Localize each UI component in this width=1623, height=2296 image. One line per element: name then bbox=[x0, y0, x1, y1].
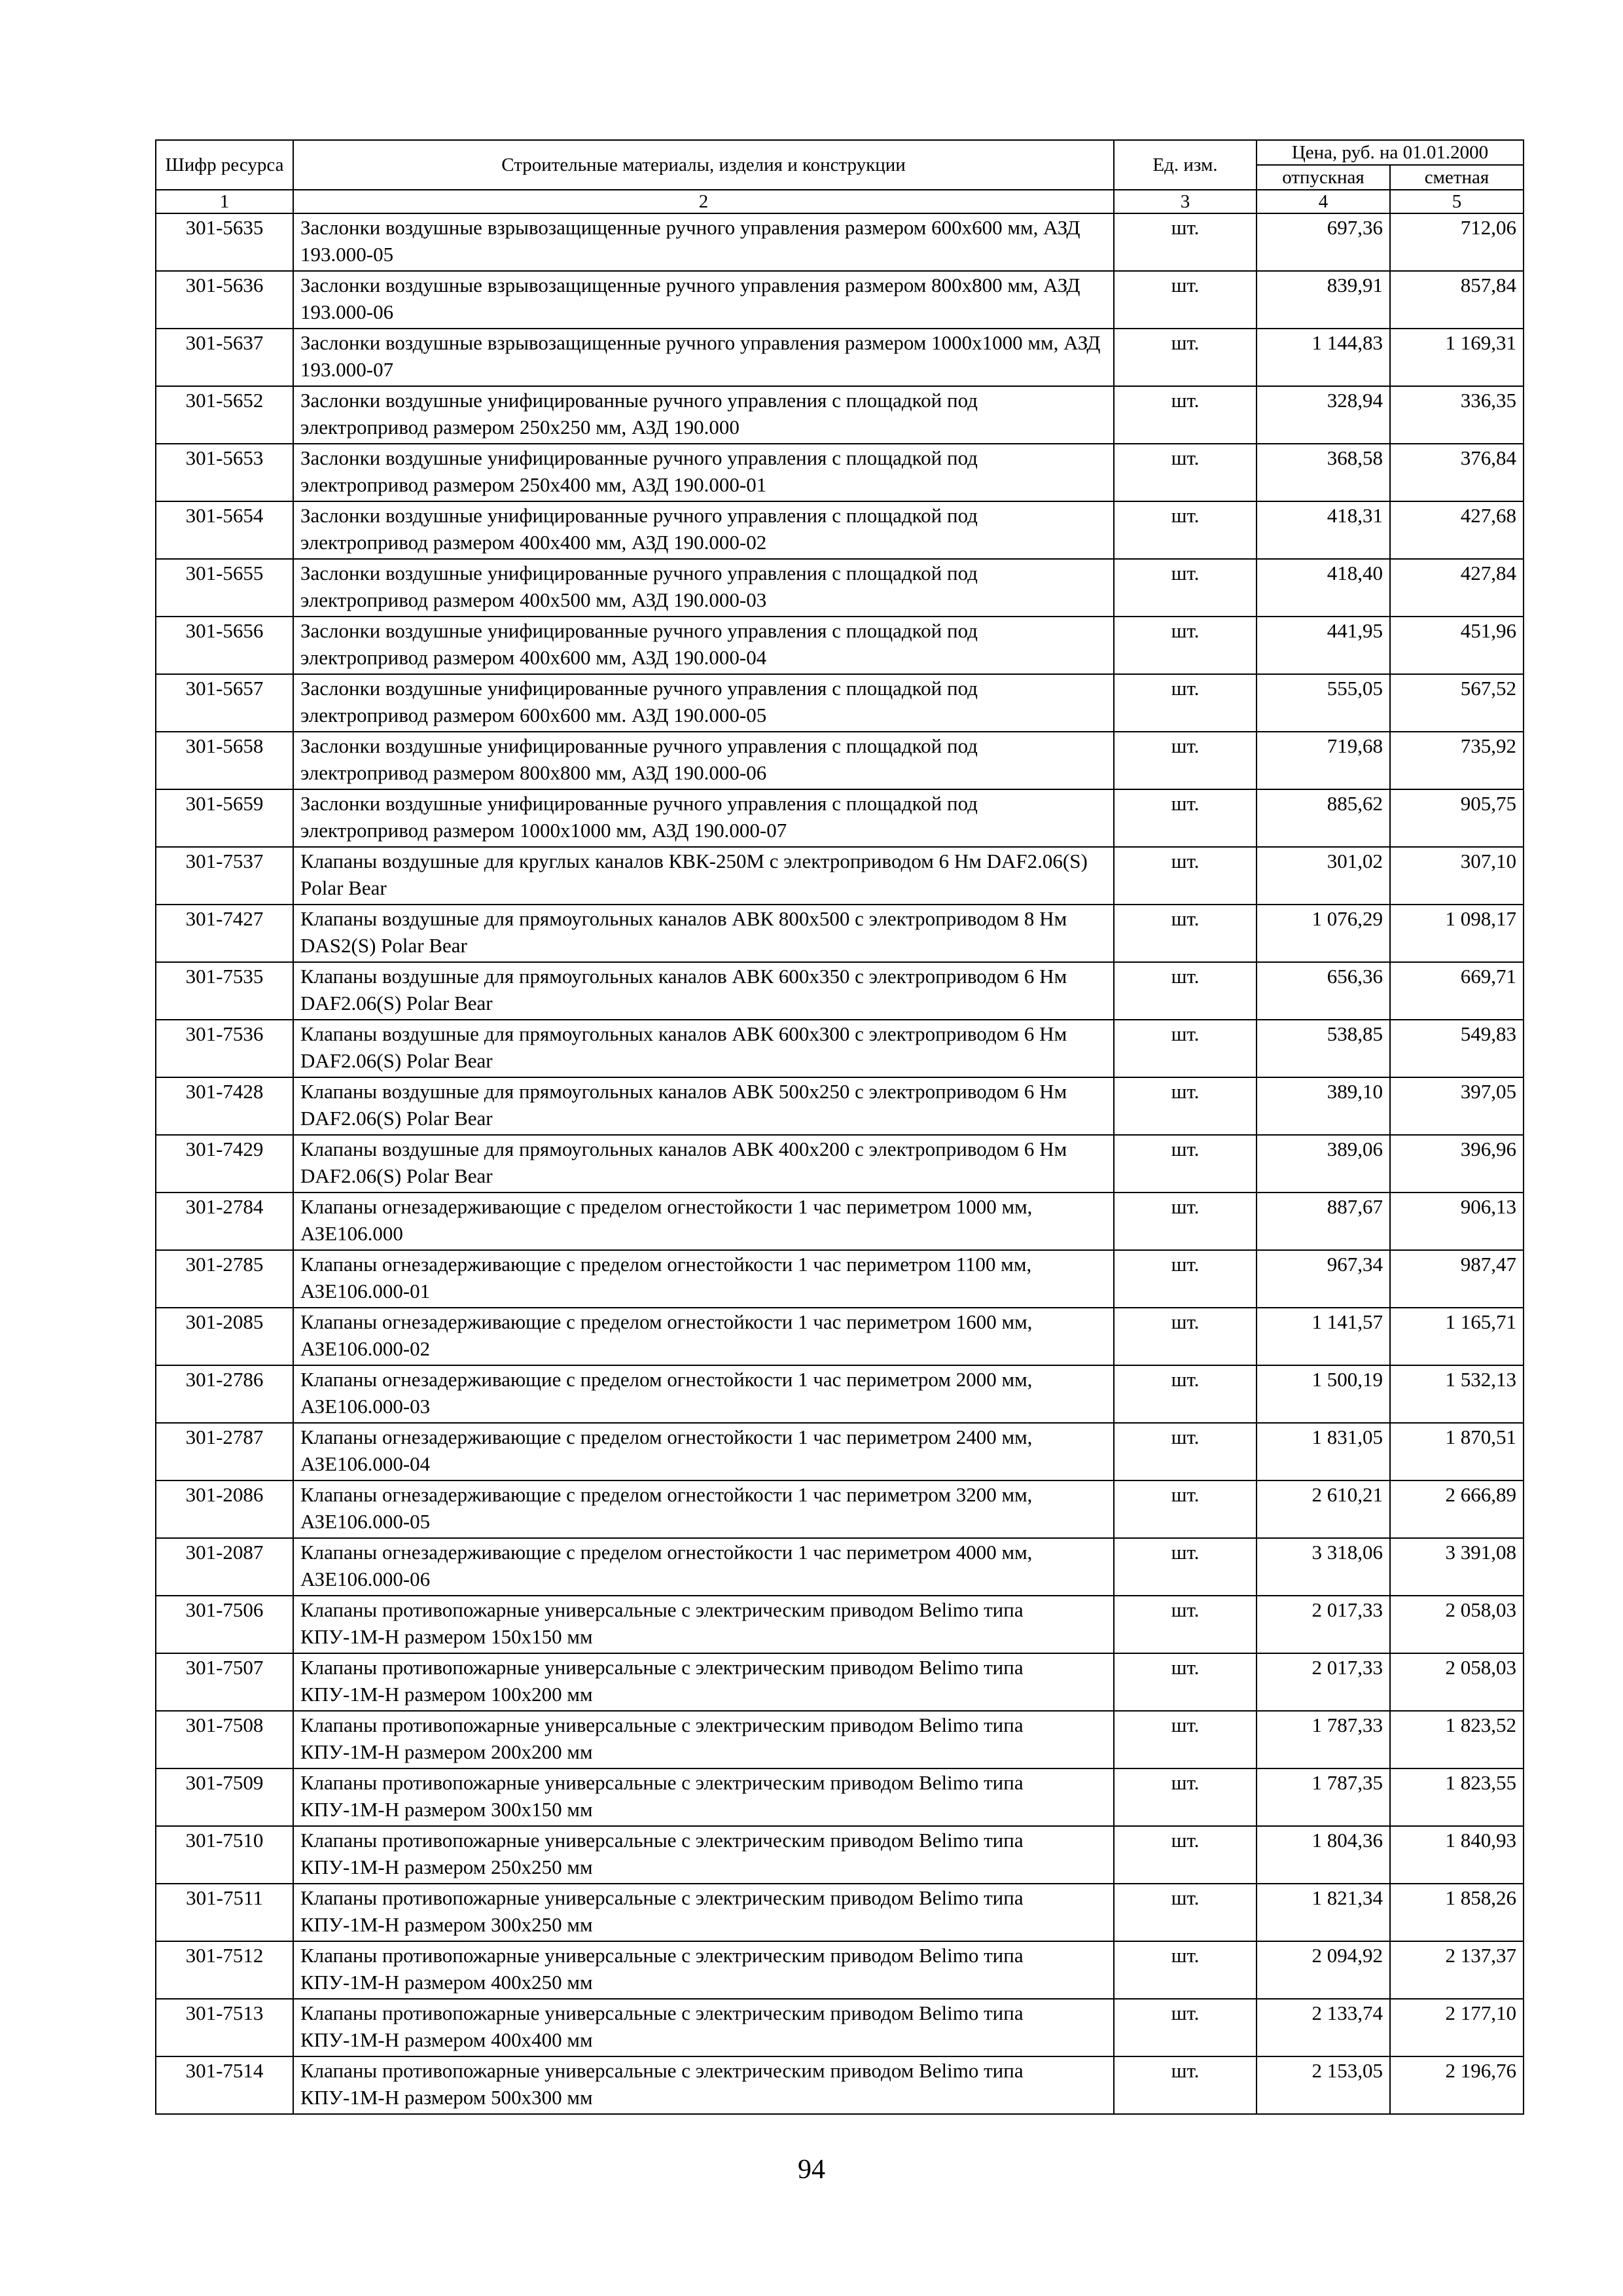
unit-cell: шт. bbox=[1114, 1653, 1257, 1711]
unit-cell: шт. bbox=[1114, 1135, 1257, 1193]
table-row bbox=[156, 1768, 1524, 1826]
estimate-price: 906,13 bbox=[1390, 1193, 1524, 1250]
material-name: Заслонки воздушные унифицированные ручного управления с площадкой под электропривод размером 400х500 мм, АЗД 190.000-03 bbox=[293, 559, 1114, 617]
unit-cell: шт. bbox=[1114, 674, 1257, 732]
release-price: 418,40 bbox=[1257, 559, 1390, 617]
estimate-price: 2 058,03 bbox=[1390, 1653, 1524, 1711]
release-price: 2 094,92 bbox=[1257, 1941, 1390, 1999]
resource-code: 301-7507 bbox=[156, 1653, 293, 1711]
material-name: Клапаны противопожарные универсальные с электрическим приводом Belimo типа КПУ-1М-Н размером 100х200 мм bbox=[293, 1653, 1114, 1711]
unit-cell: шт. bbox=[1114, 559, 1257, 617]
table-row bbox=[156, 1941, 1524, 1999]
table-row bbox=[156, 2056, 1524, 2114]
table-row bbox=[156, 1538, 1524, 1596]
resource-code: 301-2786 bbox=[156, 1365, 293, 1423]
unit-cell: шт. bbox=[1114, 213, 1257, 271]
price-table bbox=[155, 139, 1524, 2115]
unit-cell: шт. bbox=[1114, 271, 1257, 329]
estimate-price: 427,84 bbox=[1390, 559, 1524, 617]
estimate-price: 2 666,89 bbox=[1390, 1480, 1524, 1538]
table-row bbox=[156, 847, 1524, 905]
material-name: Клапаны противопожарные универсальные с электрическим приводом Belimo типа КПУ-1М-Н размером 150х150 мм bbox=[293, 1596, 1114, 1653]
material-name: Клапаны противопожарные универсальные с электрическим приводом Belimo типа КПУ-1М-Н размером 400х400 мм bbox=[293, 1999, 1114, 2056]
material-name: Клапаны огнезадерживающие с пределом огнестойкости 1 час периметром 4000 мм, АЗЕ106.000-06 bbox=[293, 1538, 1114, 1596]
table-row bbox=[156, 1020, 1524, 1077]
header-name: Строительные материалы, изделия и конструкции bbox=[293, 140, 1114, 190]
unit-cell: шт. bbox=[1114, 1308, 1257, 1365]
estimate-price: 735,92 bbox=[1390, 732, 1524, 789]
resource-code: 301-7537 bbox=[156, 847, 293, 905]
resource-code: 301-7512 bbox=[156, 1941, 293, 1999]
unit-cell: шт. bbox=[1114, 1711, 1257, 1768]
material-name: Клапаны воздушные для круглых каналов КВК-250М с электроприводом 6 Нм DAF2.06(S) Polar Bear bbox=[293, 847, 1114, 905]
estimate-price: 1 840,93 bbox=[1390, 1826, 1524, 1884]
release-price: 368,58 bbox=[1257, 444, 1390, 501]
unit-cell: шт. bbox=[1114, 1596, 1257, 1653]
resource-code: 301-7510 bbox=[156, 1826, 293, 1884]
release-price: 1 831,05 bbox=[1257, 1423, 1390, 1480]
estimate-price: 669,71 bbox=[1390, 962, 1524, 1020]
price-table-container bbox=[155, 139, 1523, 2115]
resource-code: 301-7429 bbox=[156, 1135, 293, 1193]
resource-code: 301-2784 bbox=[156, 1193, 293, 1250]
release-price: 441,95 bbox=[1257, 617, 1390, 674]
release-price: 1 076,29 bbox=[1257, 905, 1390, 962]
material-name: Заслонки воздушные унифицированные ручного управления с площадкой под электропривод размером 250х400 мм, АЗД 190.000-01 bbox=[293, 444, 1114, 501]
unit-cell: шт. bbox=[1114, 1480, 1257, 1538]
estimate-price: 307,10 bbox=[1390, 847, 1524, 905]
table-row bbox=[156, 1308, 1524, 1365]
release-price: 967,34 bbox=[1257, 1250, 1390, 1308]
unit-cell: шт. bbox=[1114, 1941, 1257, 1999]
table-row bbox=[156, 444, 1524, 501]
material-name: Клапаны огнезадерживающие с пределом огнестойкости 1 час периметром 1100 мм, АЗЕ106.000-01 bbox=[293, 1250, 1114, 1308]
material-name: Клапаны огнезадерживающие с пределом огнестойкости 1 час периметром 3200 мм, АЗЕ106.000-05 bbox=[293, 1480, 1114, 1538]
table-row bbox=[156, 1135, 1524, 1193]
estimate-price: 1 823,55 bbox=[1390, 1768, 1524, 1826]
column-number: 5 bbox=[1390, 190, 1524, 213]
estimate-price: 1 532,13 bbox=[1390, 1365, 1524, 1423]
estimate-price: 2 196,76 bbox=[1390, 2056, 1524, 2114]
header-unit: Ед. изм. bbox=[1114, 140, 1257, 190]
unit-cell: шт. bbox=[1114, 501, 1257, 559]
estimate-price: 1 858,26 bbox=[1390, 1884, 1524, 1941]
resource-code: 301-5658 bbox=[156, 732, 293, 789]
resource-code: 301-7535 bbox=[156, 962, 293, 1020]
estimate-price: 3 391,08 bbox=[1390, 1538, 1524, 1596]
release-price: 328,94 bbox=[1257, 386, 1390, 444]
release-price: 1 144,83 bbox=[1257, 329, 1390, 386]
resource-code: 301-5653 bbox=[156, 444, 293, 501]
unit-cell: шт. bbox=[1114, 1250, 1257, 1308]
resource-code: 301-7513 bbox=[156, 1999, 293, 2056]
estimate-price: 397,05 bbox=[1390, 1077, 1524, 1135]
unit-cell: шт. bbox=[1114, 1884, 1257, 1941]
table-row bbox=[156, 674, 1524, 732]
release-price: 1 787,33 bbox=[1257, 1711, 1390, 1768]
resource-code: 301-2087 bbox=[156, 1538, 293, 1596]
material-name: Клапаны огнезадерживающие с пределом огнестойкости 1 час периметром 2000 мм, АЗЕ106.000-03 bbox=[293, 1365, 1114, 1423]
material-name: Клапаны противопожарные универсальные с электрическим приводом Belimo типа КПУ-1М-Н размером 400х250 мм bbox=[293, 1941, 1114, 1999]
table-row bbox=[156, 1999, 1524, 2056]
resource-code: 301-5636 bbox=[156, 271, 293, 329]
release-price: 2 153,05 bbox=[1257, 2056, 1390, 2114]
resource-code: 301-5655 bbox=[156, 559, 293, 617]
resource-code: 301-7506 bbox=[156, 1596, 293, 1653]
column-number: 4 bbox=[1257, 190, 1390, 213]
release-price: 1 821,34 bbox=[1257, 1884, 1390, 1941]
estimate-price: 905,75 bbox=[1390, 789, 1524, 847]
release-price: 2 017,33 bbox=[1257, 1653, 1390, 1711]
unit-cell: шт. bbox=[1114, 2056, 1257, 2114]
header-code: Шифр ресурса bbox=[156, 140, 293, 190]
unit-cell: шт. bbox=[1114, 732, 1257, 789]
estimate-price: 2 058,03 bbox=[1390, 1596, 1524, 1653]
table-row bbox=[156, 501, 1524, 559]
release-price: 839,91 bbox=[1257, 271, 1390, 329]
unit-cell: шт. bbox=[1114, 847, 1257, 905]
material-name: Клапаны огнезадерживающие с пределом огнестойкости 1 час периметром 1600 мм, АЗЕ106.000-02 bbox=[293, 1308, 1114, 1365]
release-price: 418,31 bbox=[1257, 501, 1390, 559]
resource-code: 301-5637 bbox=[156, 329, 293, 386]
estimate-price: 427,68 bbox=[1390, 501, 1524, 559]
resource-code: 301-2085 bbox=[156, 1308, 293, 1365]
release-price: 1 787,35 bbox=[1257, 1768, 1390, 1826]
page-number: 94 bbox=[798, 2155, 825, 2185]
unit-cell: шт. bbox=[1114, 905, 1257, 962]
material-name: Клапаны огнезадерживающие с пределом огнестойкости 1 час периметром 1000 мм, АЗЕ106.000 bbox=[293, 1193, 1114, 1250]
unit-cell: шт. bbox=[1114, 1999, 1257, 2056]
material-name: Клапаны воздушные для прямоугольных каналов АВК 600х300 с электроприводом 6 Нм DAF2.06(S) Polar Bear bbox=[293, 1020, 1114, 1077]
unit-cell: шт. bbox=[1114, 386, 1257, 444]
table-row bbox=[156, 1826, 1524, 1884]
unit-cell: шт. bbox=[1114, 962, 1257, 1020]
material-name: Заслонки воздушные унифицированные ручного управления с площадкой под электропривод размером 400х600 мм, АЗД 190.000-04 bbox=[293, 617, 1114, 674]
estimate-price: 1 165,71 bbox=[1390, 1308, 1524, 1365]
release-price: 1 500,19 bbox=[1257, 1365, 1390, 1423]
release-price: 389,10 bbox=[1257, 1077, 1390, 1135]
column-number: 1 bbox=[156, 190, 293, 213]
resource-code: 301-7514 bbox=[156, 2056, 293, 2114]
table-row bbox=[156, 1193, 1524, 1250]
release-price: 538,85 bbox=[1257, 1020, 1390, 1077]
resource-code: 301-2787 bbox=[156, 1423, 293, 1480]
resource-code: 301-2785 bbox=[156, 1250, 293, 1308]
release-price: 3 318,06 bbox=[1257, 1538, 1390, 1596]
release-price: 656,36 bbox=[1257, 962, 1390, 1020]
table-header bbox=[156, 140, 1524, 213]
resource-code: 301-7508 bbox=[156, 1711, 293, 1768]
material-name: Клапаны противопожарные универсальные с электрическим приводом Belimo типа КПУ-1М-Н размером 200х200 мм bbox=[293, 1711, 1114, 1768]
material-name: Заслонки воздушные взрывозащищенные ручного управления размером 800х800 мм, АЗД 193.000-06 bbox=[293, 271, 1114, 329]
unit-cell: шт. bbox=[1114, 1826, 1257, 1884]
release-price: 1 141,57 bbox=[1257, 1308, 1390, 1365]
header-price: Цена, руб. на 01.01.2000 bbox=[1257, 140, 1524, 165]
estimate-price: 451,96 bbox=[1390, 617, 1524, 674]
estimate-price: 712,06 bbox=[1390, 213, 1524, 271]
table-row bbox=[156, 1365, 1524, 1423]
estimate-price: 567,52 bbox=[1390, 674, 1524, 732]
table-row bbox=[156, 617, 1524, 674]
release-price: 301,02 bbox=[1257, 847, 1390, 905]
estimate-price: 376,84 bbox=[1390, 444, 1524, 501]
resource-code: 301-5656 bbox=[156, 617, 293, 674]
estimate-price: 396,96 bbox=[1390, 1135, 1524, 1193]
material-name: Клапаны воздушные для прямоугольных каналов АВК 400х200 с электроприводом 6 Нм DAF2.06(S) Polar Bear bbox=[293, 1135, 1114, 1193]
table-row bbox=[156, 213, 1524, 271]
header-price-estimate: сметная bbox=[1390, 165, 1524, 190]
unit-cell: шт. bbox=[1114, 444, 1257, 501]
table-row bbox=[156, 1596, 1524, 1653]
resource-code: 301-7428 bbox=[156, 1077, 293, 1135]
material-name: Заслонки воздушные унифицированные ручного управления с площадкой под электропривод размером 250х250 мм, АЗД 190.000 bbox=[293, 386, 1114, 444]
table-row bbox=[156, 962, 1524, 1020]
unit-cell: шт. bbox=[1114, 1077, 1257, 1135]
estimate-price: 336,35 bbox=[1390, 386, 1524, 444]
release-price: 2 017,33 bbox=[1257, 1596, 1390, 1653]
resource-code: 301-5652 bbox=[156, 386, 293, 444]
table-row bbox=[156, 559, 1524, 617]
release-price: 719,68 bbox=[1257, 732, 1390, 789]
release-price: 697,36 bbox=[1257, 213, 1390, 271]
estimate-price: 549,83 bbox=[1390, 1020, 1524, 1077]
unit-cell: шт. bbox=[1114, 617, 1257, 674]
unit-cell: шт. bbox=[1114, 1423, 1257, 1480]
table-row bbox=[156, 1884, 1524, 1941]
material-name: Заслонки воздушные унифицированные ручного управления с площадкой под электропривод размером 1000х1000 мм, АЗД 190.000-07 bbox=[293, 789, 1114, 847]
table-row bbox=[156, 271, 1524, 329]
unit-cell: шт. bbox=[1114, 1193, 1257, 1250]
material-name: Заслонки воздушные взрывозащищенные ручного управления размером 1000х1000 мм, АЗД 193.000-07 bbox=[293, 329, 1114, 386]
unit-cell: шт. bbox=[1114, 1768, 1257, 1826]
unit-cell: шт. bbox=[1114, 1365, 1257, 1423]
resource-code: 301-2086 bbox=[156, 1480, 293, 1538]
material-name: Заслонки воздушные взрывозащищенные ручного управления размером 600х600 мм, АЗД 193.000-05 bbox=[293, 213, 1114, 271]
unit-cell: шт. bbox=[1114, 1020, 1257, 1077]
material-name: Клапаны воздушные для прямоугольных каналов АВК 600х350 с электроприводом 6 Нм DAF2.06(S) Polar Bear bbox=[293, 962, 1114, 1020]
material-name: Заслонки воздушные унифицированные ручного управления с площадкой под электропривод размером 400х400 мм, АЗД 190.000-02 bbox=[293, 501, 1114, 559]
release-price: 2 610,21 bbox=[1257, 1480, 1390, 1538]
table-row bbox=[156, 1653, 1524, 1711]
material-name: Заслонки воздушные унифицированные ручного управления с площадкой под электропривод размером 600х600 мм. АЗД 190.000-05 bbox=[293, 674, 1114, 732]
table-row bbox=[156, 329, 1524, 386]
material-name: Клапаны воздушные для прямоугольных каналов АВК 500х250 с электроприводом 6 Нм DAF2.06(S) Polar Bear bbox=[293, 1077, 1114, 1135]
material-name: Клапаны воздушные для прямоугольных каналов АВК 800х500 с электроприводом 8 Нм DAS2(S) Polar Bear bbox=[293, 905, 1114, 962]
resource-code: 301-5659 bbox=[156, 789, 293, 847]
release-price: 887,67 bbox=[1257, 1193, 1390, 1250]
table-body bbox=[156, 213, 1524, 2114]
table-row bbox=[156, 1077, 1524, 1135]
table-row bbox=[156, 789, 1524, 847]
resource-code: 301-7427 bbox=[156, 905, 293, 962]
unit-cell: шт. bbox=[1114, 789, 1257, 847]
resource-code: 301-5657 bbox=[156, 674, 293, 732]
release-price: 885,62 bbox=[1257, 789, 1390, 847]
resource-code: 301-5635 bbox=[156, 213, 293, 271]
estimate-price: 1 823,52 bbox=[1390, 1711, 1524, 1768]
table-row bbox=[156, 1250, 1524, 1308]
table-row bbox=[156, 1423, 1524, 1480]
release-price: 2 133,74 bbox=[1257, 1999, 1390, 2056]
material-name: Клапаны противопожарные универсальные с электрическим приводом Belimo типа КПУ-1М-Н размером 500х300 мм bbox=[293, 2056, 1114, 2114]
table-row bbox=[156, 386, 1524, 444]
table-row bbox=[156, 1480, 1524, 1538]
resource-code: 301-5654 bbox=[156, 501, 293, 559]
estimate-price: 987,47 bbox=[1390, 1250, 1524, 1308]
resource-code: 301-7511 bbox=[156, 1884, 293, 1941]
estimate-price: 2 137,37 bbox=[1390, 1941, 1524, 1999]
table-row bbox=[156, 905, 1524, 962]
estimate-price: 2 177,10 bbox=[1390, 1999, 1524, 2056]
release-price: 555,05 bbox=[1257, 674, 1390, 732]
material-name: Заслонки воздушные унифицированные ручного управления с площадкой под электропривод размером 800х800 мм, АЗД 190.000-06 bbox=[293, 732, 1114, 789]
column-number: 2 bbox=[293, 190, 1114, 213]
unit-cell: шт. bbox=[1114, 329, 1257, 386]
release-price: 1 804,36 bbox=[1257, 1826, 1390, 1884]
resource-code: 301-7536 bbox=[156, 1020, 293, 1077]
resource-code: 301-7509 bbox=[156, 1768, 293, 1826]
table-row bbox=[156, 1711, 1524, 1768]
release-price: 389,06 bbox=[1257, 1135, 1390, 1193]
table-row bbox=[156, 732, 1524, 789]
material-name: Клапаны противопожарные универсальные с электрическим приводом Belimo типа КПУ-1М-Н размером 300х250 мм bbox=[293, 1884, 1114, 1941]
unit-cell: шт. bbox=[1114, 1538, 1257, 1596]
column-number: 3 bbox=[1114, 190, 1257, 213]
estimate-price: 857,84 bbox=[1390, 271, 1524, 329]
material-name: Клапаны противопожарные универсальные с электрическим приводом Belimo типа КПУ-1М-Н размером 250х250 мм bbox=[293, 1826, 1114, 1884]
material-name: Клапаны огнезадерживающие с пределом огнестойкости 1 час периметром 2400 мм, АЗЕ106.000-04 bbox=[293, 1423, 1114, 1480]
header-price-release: отпускная bbox=[1257, 165, 1390, 190]
estimate-price: 1 870,51 bbox=[1390, 1423, 1524, 1480]
estimate-price: 1 098,17 bbox=[1390, 905, 1524, 962]
material-name: Клапаны противопожарные универсальные с электрическим приводом Belimo типа КПУ-1М-Н размером 300х150 мм bbox=[293, 1768, 1114, 1826]
estimate-price: 1 169,31 bbox=[1390, 329, 1524, 386]
